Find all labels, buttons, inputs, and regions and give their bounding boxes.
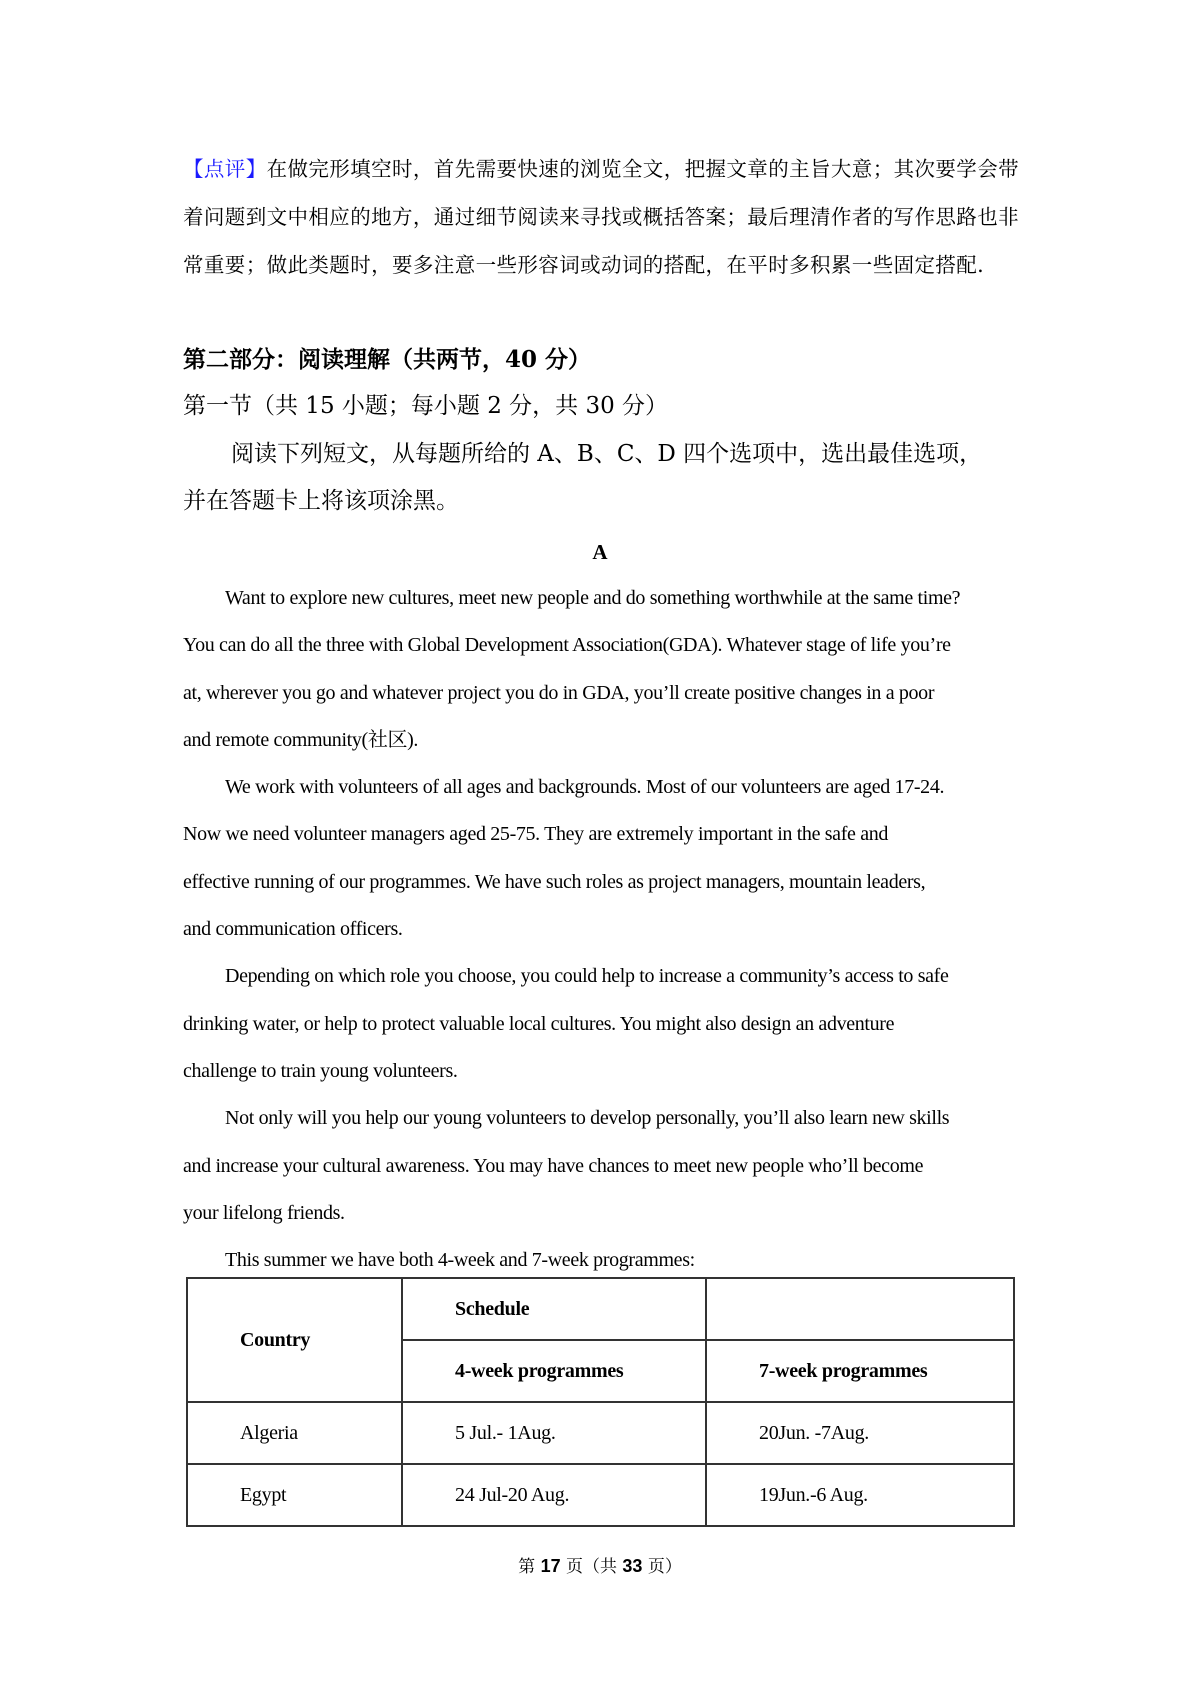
table-row [187,1402,1014,1464]
para2-line4: and communication officers. [183,918,403,940]
header-country: Country [187,1278,402,1402]
cell-4week: 24 Jul-20 Aug. [402,1464,706,1526]
para4-line2: and increase your cultural awareness. You may have chances to meet new people who’ll become [183,1155,924,1177]
instruction-line-1: 阅读下列短文，从每题所给的 A、B、C、D 四个选项中，选出最佳选项， [231,441,983,467]
comment-line-3: 常重要；做此类题时，要多注意一些形容词或动词的搭配，在平时多积累一些固定搭配． [183,253,999,277]
para3-line1: Depending on which role you choose, you could help to increase a community’s access to safe [225,965,949,987]
header-7week: 7-week programmes [706,1340,1014,1402]
para4-line1: Not only will you help our young volunteers to develop personally, you’ll also learn new skills [225,1107,950,1129]
footer-prefix: 第 [518,1557,541,1577]
para1-line2: You can do all the three with Global Development Association(GDA). Whatever stage of life you’re [183,634,951,656]
para3-line2: drinking water, or help to protect valuable local cultures. You might also design an adventure [183,1013,895,1035]
current-page-number: 17 [540,1556,561,1576]
table-header-row-1 [187,1278,1014,1340]
schedule-table [186,1277,1015,1527]
header-schedule: Schedule [402,1278,706,1340]
instruction-line-2: 并在答题卡上将该项涂黑。 [183,488,459,514]
header-empty-cell [706,1278,1014,1340]
para2-line1: We work with volunteers of all ages and backgrounds. Most of our volunteers are aged 17-24. [225,776,945,798]
cell-country: Algeria [187,1402,402,1464]
para1-line1: Want to explore new cultures, meet new people and do something worthwhile at the same time? [225,587,961,609]
passage-title: A [592,540,608,564]
footer-suffix: 页） [642,1557,682,1577]
comment-line-2: 着问题到文中相应的地方，通过细节阅读来寻找或概括答案；最后理清作者的写作思路也非 [183,205,1019,229]
para2-line3: effective running of our programmes. We have such roles as project managers, mountain leaders, [183,871,926,893]
comment-text: 在做完形填空时，首先需要快速的浏览全文，把握文章的主旨大意；其次要学会带 [266,157,1020,181]
para5-line1: This summer we have both 4-week and 7-week programmes: [225,1249,695,1271]
para1-line4: and remote community(社区). [183,729,419,751]
page-footer [0,1552,1200,1577]
header-4week: 4-week programmes [402,1340,706,1402]
total-page-count: 33 [622,1556,643,1576]
section1-heading: 第一节（共 15 小题；每小题 2 分，共 30 分） [183,393,669,419]
table-row [187,1464,1014,1526]
para1-line3: at, wherever you go and whatever project you do in GDA, you’ll create positive changes in a poor [183,682,935,704]
comment-line-1 [183,159,1019,180]
footer-middle: 页（共 [560,1557,623,1577]
cell-4week: 5 Jul.- 1Aug. [402,1402,706,1464]
comment-tag: 【点评】 [183,157,267,181]
cell-country: Egypt [187,1464,402,1526]
para3-line3: challenge to train young volunteers. [183,1060,458,1082]
para2-line2: Now we need volunteer managers aged 25-75. They are extremely important in the safe and [183,823,889,845]
part2-heading: 第二部分：阅读理解（共两节，40 分） [183,346,592,373]
cell-7week: 20Jun. -7Aug. [706,1402,1014,1464]
cell-7week: 19Jun.-6 Aug. [706,1464,1014,1526]
para4-line3: your lifelong friends. [183,1202,345,1224]
